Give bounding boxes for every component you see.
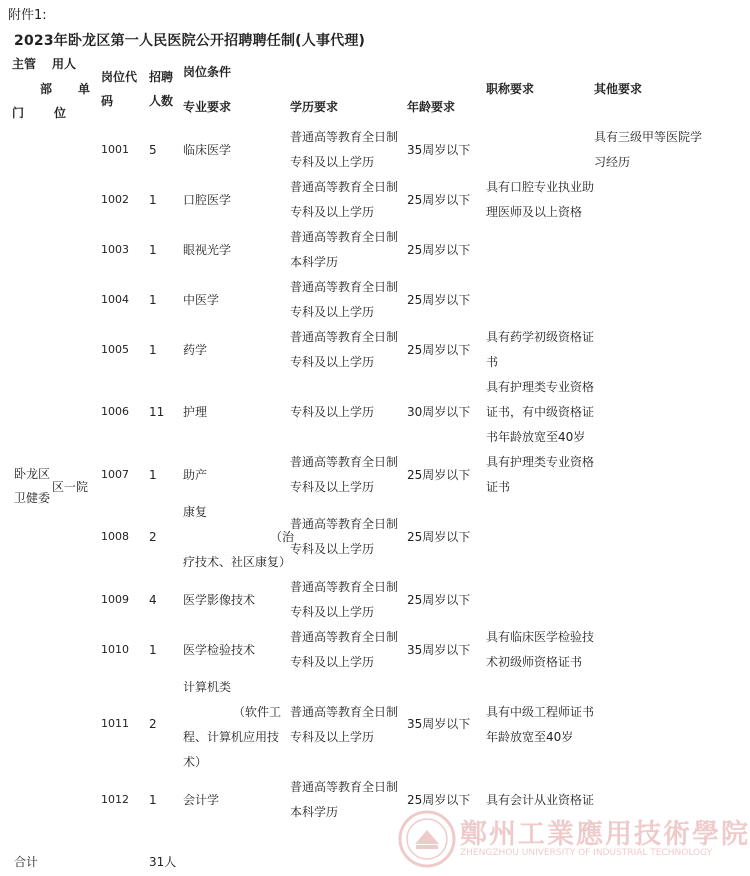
watermark-chinese: 鄭州工業應用技術學院 (460, 819, 750, 850)
page-title: 2023年卧龙区第一人民医院公开招聘聘任制(人事代理) (14, 33, 366, 49)
major-req: 中医学 (183, 293, 220, 307)
hire-count: 1 (149, 193, 157, 207)
position-code: 1001 (101, 143, 129, 156)
header-dept-line3: 门 (12, 106, 25, 120)
watermark-english: ZHENGZHOU UNIVERSITY OF INDUSTRIAL TECHNOLOGY (460, 848, 713, 858)
title-req-line1: 具有临床医学检验技 (486, 630, 595, 644)
age-req: 25周岁以下 (407, 193, 471, 207)
header-conditions: 岗位条件 (183, 65, 232, 79)
edu-req-line1: 普通高等教育全日制 (290, 455, 399, 469)
position-code: 1008 (101, 530, 129, 543)
major-req: 医学检验技术 (183, 643, 256, 657)
title-req-line1: 具有护理类专业资格 (486, 455, 595, 469)
dept-name-line1: 卧龙区 (14, 467, 51, 481)
major-req: 会计学 (183, 793, 220, 807)
edu-req-line2: 专科及以上学历 (290, 730, 375, 744)
hire-count: 2 (149, 717, 157, 731)
age-req: 35周岁以下 (407, 643, 471, 657)
title-req-line2: 年龄放宽至40岁 (486, 730, 574, 744)
position-code: 1007 (101, 468, 129, 481)
major-req-line3: 程、计算机应用技 (183, 730, 280, 744)
title-req-line1: 具有会计从业资格证 (486, 793, 595, 807)
edu-req-line2: 专科及以上学历 (290, 542, 375, 556)
age-req: 25周岁以下 (407, 343, 471, 357)
major-req: 助产 (183, 468, 208, 482)
hire-count: 11 (149, 405, 165, 419)
age-req: 35周岁以下 (407, 717, 471, 731)
major-req-line4: 术） (183, 755, 208, 769)
major-req-line2: （软件工 (233, 705, 282, 719)
major-req-line3: 疗技术、社区康复） (183, 555, 292, 569)
position-code: 1002 (101, 193, 129, 206)
edu-req-line2: 专科及以上学历 (290, 655, 375, 669)
age-req: 30周岁以下 (407, 405, 471, 419)
position-code: 1003 (101, 243, 129, 256)
total-value: 31人 (149, 855, 177, 869)
header-other: 其他要求 (594, 82, 643, 96)
header-num-line1: 招聘 (149, 70, 174, 84)
position-code: 1010 (101, 643, 129, 656)
hire-count: 1 (149, 643, 157, 657)
edu-req-line1: 普通高等教育全日制 (290, 705, 399, 719)
age-req: 25周岁以下 (407, 243, 471, 257)
age-req: 25周岁以下 (407, 793, 471, 807)
header-code-line2: 码 (101, 94, 114, 108)
edu-req-line2: 专科及以上学历 (290, 205, 375, 219)
edu-req-line2: 专科及以上学历 (290, 480, 375, 494)
header-unit-line1: 用人 (52, 57, 77, 71)
title-req-line1: 具有中级工程师证书 (486, 705, 595, 719)
title-req-line1: 具有药学初级资格证 (486, 330, 595, 344)
title-req-line2: 书 (486, 355, 499, 369)
hire-count: 1 (149, 793, 157, 807)
header-unit-line3: 位 (54, 106, 67, 120)
age-req: 35周岁以下 (407, 143, 471, 157)
edu-req-line1: 普通高等教育全日制 (290, 780, 399, 794)
age-req: 25周岁以下 (407, 530, 471, 544)
unit-name: 区一院 (52, 480, 89, 494)
dept-name-line2: 卫健委 (14, 491, 51, 505)
header-title-req: 职称要求 (486, 82, 535, 96)
header-unit-line2: 单 (78, 82, 91, 96)
major-req: 医学影像技术 (183, 593, 256, 607)
header-age: 年龄要求 (407, 100, 456, 114)
edu-req-line2: 专科及以上学历 (290, 605, 375, 619)
major-req-line2: （治 (270, 530, 295, 544)
title-req-line1: 具有口腔专业执业助 (486, 180, 595, 194)
hire-count: 1 (149, 243, 157, 257)
header-dept-line2: 部 (40, 82, 53, 96)
age-req: 25周岁以下 (407, 593, 471, 607)
edu-req-line1: 普通高等教育全日制 (290, 517, 399, 531)
position-code: 1005 (101, 343, 129, 356)
edu-req-line2: 本科学历 (290, 255, 339, 269)
edu-req-line1: 普通高等教育全日制 (290, 630, 399, 644)
other-req-line2: 习经历 (594, 155, 631, 169)
position-code: 1011 (101, 717, 129, 730)
edu-req-line1: 普通高等教育全日制 (290, 580, 399, 594)
hire-count: 1 (149, 293, 157, 307)
edu-req-line2: 专科及以上学历 (290, 355, 375, 369)
major-req: 眼视光学 (183, 243, 232, 257)
header-education: 学历要求 (290, 100, 339, 114)
edu-req-line1: 普通高等教育全日制 (290, 280, 399, 294)
position-code: 1009 (101, 593, 129, 606)
other-req-line1: 具有三级甲等医院学 (594, 130, 703, 144)
major-req: 临床医学 (183, 143, 232, 157)
edu-req-line1: 普通高等教育全日制 (290, 180, 399, 194)
header-dept-line1: 主管 (12, 57, 37, 71)
title-req-line1: 具有护理类专业资格 (486, 380, 595, 394)
position-code: 1004 (101, 293, 129, 306)
edu-req-line1: 普通高等教育全日制 (290, 330, 399, 344)
hire-count: 5 (149, 143, 157, 157)
major-req: 口腔医学 (183, 193, 232, 207)
major-req: 护理 (183, 405, 208, 419)
hire-count: 1 (149, 468, 157, 482)
hire-count: 2 (149, 530, 157, 544)
university-seal-icon (398, 810, 456, 868)
title-req-line2: 理医师及以上资格 (486, 205, 583, 219)
position-code: 1012 (101, 793, 129, 806)
age-req: 25周岁以下 (407, 293, 471, 307)
header-major: 专业要求 (183, 100, 232, 114)
title-req-line3: 书年龄放宽至40岁 (486, 430, 586, 444)
header-num-line2: 人数 (149, 94, 174, 108)
edu-req-line2: 专科及以上学历 (290, 305, 375, 319)
edu-req-line2: 本科学历 (290, 805, 339, 819)
edu-req: 专科及以上学历 (290, 405, 375, 419)
edu-req-line1: 普通高等教育全日制 (290, 130, 399, 144)
edu-req-line2: 专科及以上学历 (290, 155, 375, 169)
watermark (396, 808, 750, 870)
hire-count: 1 (149, 343, 157, 357)
title-req-line2: 证书 (486, 480, 511, 494)
attachment-label: 附件1: (8, 8, 47, 23)
major-req-line1: 康复 (183, 505, 208, 519)
title-req-line2: 术初级师资格证书 (486, 655, 583, 669)
age-req: 25周岁以下 (407, 468, 471, 482)
position-code: 1006 (101, 405, 129, 418)
edu-req-line1: 普通高等教育全日制 (290, 230, 399, 244)
major-req: 药学 (183, 343, 208, 357)
hire-count: 4 (149, 593, 157, 607)
major-req-line1: 计算机类 (183, 680, 232, 694)
title-req-line2: 证书，有中级资格证 (486, 405, 595, 419)
total-label: 合计 (14, 855, 39, 869)
header-code-line1: 岗位代 (101, 70, 138, 84)
